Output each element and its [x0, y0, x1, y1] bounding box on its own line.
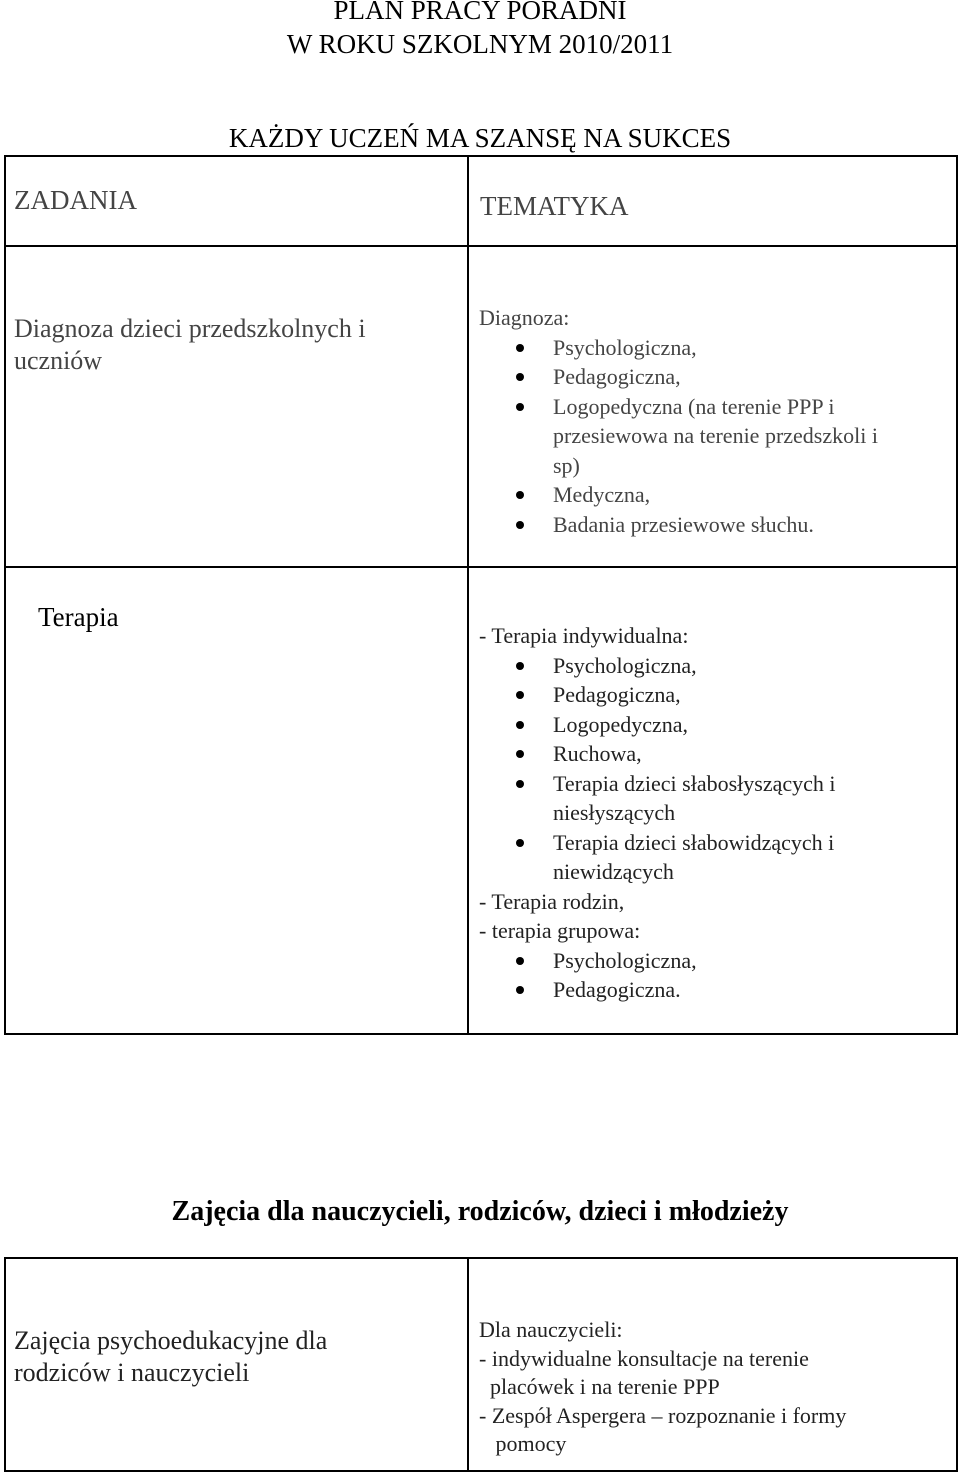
bullet-icon: [516, 521, 524, 529]
topic-therapy: [479, 621, 949, 1005]
list-item: Psychologiczna,: [479, 946, 949, 976]
task-therapy: Terapia: [38, 602, 119, 632]
topic-psychoeducation: [479, 1316, 949, 1459]
topic-line: - indywidualne konsultacje na terenie: [479, 1345, 809, 1371]
bullet-icon: [516, 986, 524, 994]
bullet-icon: [516, 403, 524, 411]
list-item: Logopedyczna (na terenie PPP i przesiewowa na terenie przedszkoli i sp): [479, 392, 949, 481]
topic-therapy-intro: - Terapia indywidualna:: [479, 623, 689, 648]
bullet-icon: [516, 839, 524, 847]
list-item: Pedagogiczna,: [479, 680, 949, 710]
topic-diagnosis: [479, 303, 949, 539]
topic-line: pomocy: [479, 1431, 567, 1456]
table-header-divider: [4, 245, 958, 247]
list-item: Badania przesiewowe słuchu.: [479, 510, 949, 540]
therapy-bullet-list: [479, 651, 949, 887]
topic-line: Dla nauczycieli:: [479, 1317, 623, 1342]
bullet-icon: [516, 373, 524, 381]
bullet-icon: [516, 780, 524, 788]
page-title-line2: W ROKU SZKOLNYM 2010/2011: [286, 29, 674, 59]
task-psychoeducation: [14, 1325, 327, 1389]
list-item: Logopedyczna,: [479, 710, 949, 740]
table-column-divider: [467, 155, 469, 1035]
therapy-family-line: - Terapia rodzin,: [479, 888, 625, 914]
therapy-group-line: - terapia grupowa:: [479, 918, 641, 943]
column-header-tasks: ZADANIA: [14, 185, 137, 215]
bullet-icon: [516, 957, 524, 965]
bullet-icon: [516, 721, 524, 729]
diagnosis-bullet-list: [479, 333, 949, 540]
column-header-topics: TEMATYKA: [480, 191, 629, 221]
bullet-icon: [516, 691, 524, 699]
task-diagnosis-line1: Diagnoza dzieci przedszkolnych i: [14, 314, 366, 343]
task-psychoeducation-line2: rodziców i nauczycieli: [14, 1358, 250, 1387]
section-heading: Zajęcia dla nauczycieli, rodziców, dzieci i młodzieży: [171, 1196, 789, 1227]
page-title-line1: PLAN PRACY PORADNI: [333, 0, 627, 25]
topic-line: placówek i na terenie PPP: [479, 1374, 720, 1399]
list-item: Ruchowa,: [479, 739, 949, 769]
list-item: Terapia dzieci słabowidzących i niewidzących: [479, 828, 949, 887]
bullet-icon: [516, 491, 524, 499]
bullet-icon: [516, 750, 524, 758]
task-diagnosis-line2: uczniów: [14, 346, 103, 375]
table-column-divider: [467, 1257, 469, 1472]
task-diagnosis: [14, 313, 366, 377]
list-item: Terapia dzieci słabosłyszących i niesłyszących: [479, 769, 949, 828]
table-row-divider: [4, 566, 958, 568]
topic-line: - Zespół Aspergera – rozpoznanie i formy: [479, 1402, 847, 1428]
list-item: Pedagogiczna.: [479, 975, 949, 1005]
bullet-icon: [516, 344, 524, 352]
task-psychoeducation-line1: Zajęcia psychoedukacyjne dla: [14, 1326, 328, 1355]
topic-diagnosis-intro: Diagnoza:: [479, 305, 570, 330]
group-therapy-bullet-list: [479, 946, 949, 1005]
list-item: Pedagogiczna,: [479, 362, 949, 392]
list-item: Psychologiczna,: [479, 333, 949, 363]
motto: KAŻDY UCZEŃ MA SZANSĘ NA SUKCES: [228, 123, 732, 153]
list-item: Psychologiczna,: [479, 651, 949, 681]
bullet-icon: [516, 662, 524, 670]
list-item: Medyczna,: [479, 480, 949, 510]
